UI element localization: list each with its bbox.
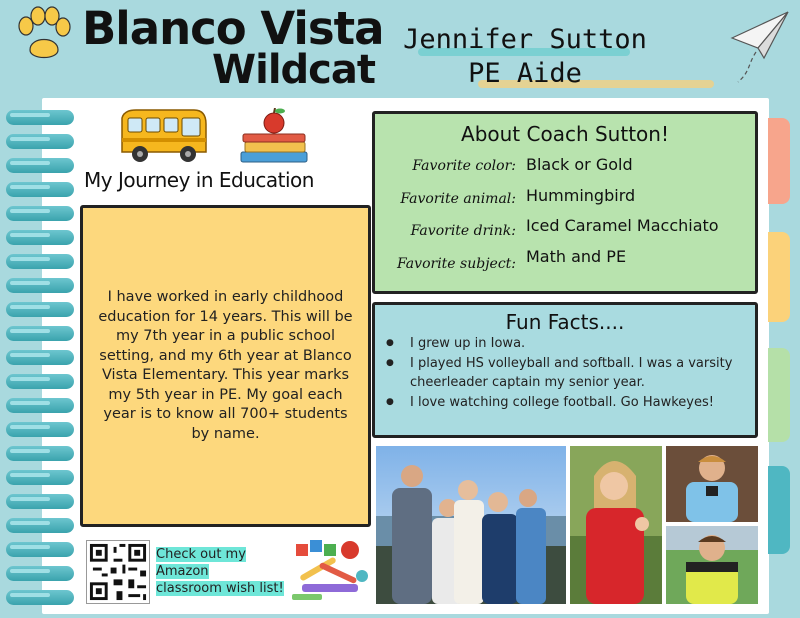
school-supplies-icon	[288, 536, 374, 606]
wishlist-link[interactable]	[156, 546, 302, 597]
favorite-animal-value: Hummingbird	[526, 186, 636, 205]
family-photo	[376, 446, 566, 604]
notebook-tab-teal	[768, 466, 790, 554]
journey-title: My Journey in Education	[84, 168, 314, 192]
wishlist-line1: Check out my	[156, 547, 246, 562]
spiral-ring	[6, 254, 74, 269]
notebook-tab-orange	[768, 118, 790, 204]
school-bus-icon	[116, 104, 212, 168]
spiral-ring	[6, 230, 74, 245]
list-item: ● I played HS volleyball and softball. I was a varsity cheerleader captain my senior year.	[384, 354, 752, 393]
spiral-ring	[6, 350, 74, 365]
list-item: ● I love watching college football. Go Hawkeyes!	[384, 393, 752, 413]
teacher-role: PE Aide	[468, 58, 582, 89]
favorite-subject-label: Favorite subject:	[397, 256, 516, 272]
spiral-ring	[6, 326, 74, 341]
spiral-ring	[6, 302, 74, 317]
spiral-ring	[6, 134, 74, 149]
teacher-name: Jennifer Sutton	[403, 24, 647, 55]
spiral-ring	[6, 590, 74, 605]
list-item: ● I grew up in Iowa.	[384, 334, 752, 354]
spiral-ring	[6, 470, 74, 485]
spiral-ring	[6, 494, 74, 509]
school-title-line1: Blanco Vista	[82, 2, 384, 55]
volleyball-photo	[570, 446, 662, 604]
favorite-drink-label: Favorite drink:	[410, 223, 516, 239]
spiral-ring	[6, 422, 74, 437]
spiral-ring	[6, 206, 74, 221]
favorite-animal-label: Favorite animal:	[400, 191, 516, 207]
spiral-ring	[6, 566, 74, 581]
school-title-line2: Wildcat	[212, 47, 375, 93]
spiral-ring	[6, 518, 74, 533]
spiral-ring	[6, 446, 74, 461]
notebook-tab-green	[768, 348, 790, 442]
paper-airplane-icon	[728, 8, 792, 88]
spiral-ring	[6, 158, 74, 173]
spiral-ring	[6, 374, 74, 389]
about-title: About Coach Sutton!	[461, 122, 669, 146]
books-apple-icon	[237, 108, 311, 166]
boy-photo-2	[666, 526, 758, 604]
favorite-drink-value: Iced Caramel Macchiato	[526, 216, 719, 235]
spiral-ring	[6, 182, 74, 197]
wishlist-line2: Amazon	[156, 564, 209, 579]
spiral-ring	[6, 110, 74, 125]
journey-text: I have worked in early childhood education for 14 years. This will be my 7th year in a public school setting, and my 6th year at Blanco Vista Elementary. This year marks my 5th year in PE. My goal each year is to know all 700+ students by name.	[98, 289, 353, 442]
notebook-tab-yellow	[768, 232, 790, 322]
paw-print-icon	[12, 4, 74, 66]
qr-code-icon[interactable]	[86, 540, 150, 604]
spiral-ring	[6, 278, 74, 293]
wishlist-line3: classroom wish list!	[156, 581, 284, 596]
spiral-ring	[6, 398, 74, 413]
boy-photo-1	[666, 446, 758, 522]
fun-facts-list	[384, 334, 752, 412]
favorite-subject-value: Math and PE	[526, 247, 627, 266]
fun-facts-title: Fun Facts....	[505, 310, 625, 334]
journey-box	[80, 205, 371, 527]
spiral-ring	[6, 542, 74, 557]
favorite-color-label: Favorite color:	[412, 158, 516, 174]
favorite-color-value: Black or Gold	[526, 155, 633, 174]
